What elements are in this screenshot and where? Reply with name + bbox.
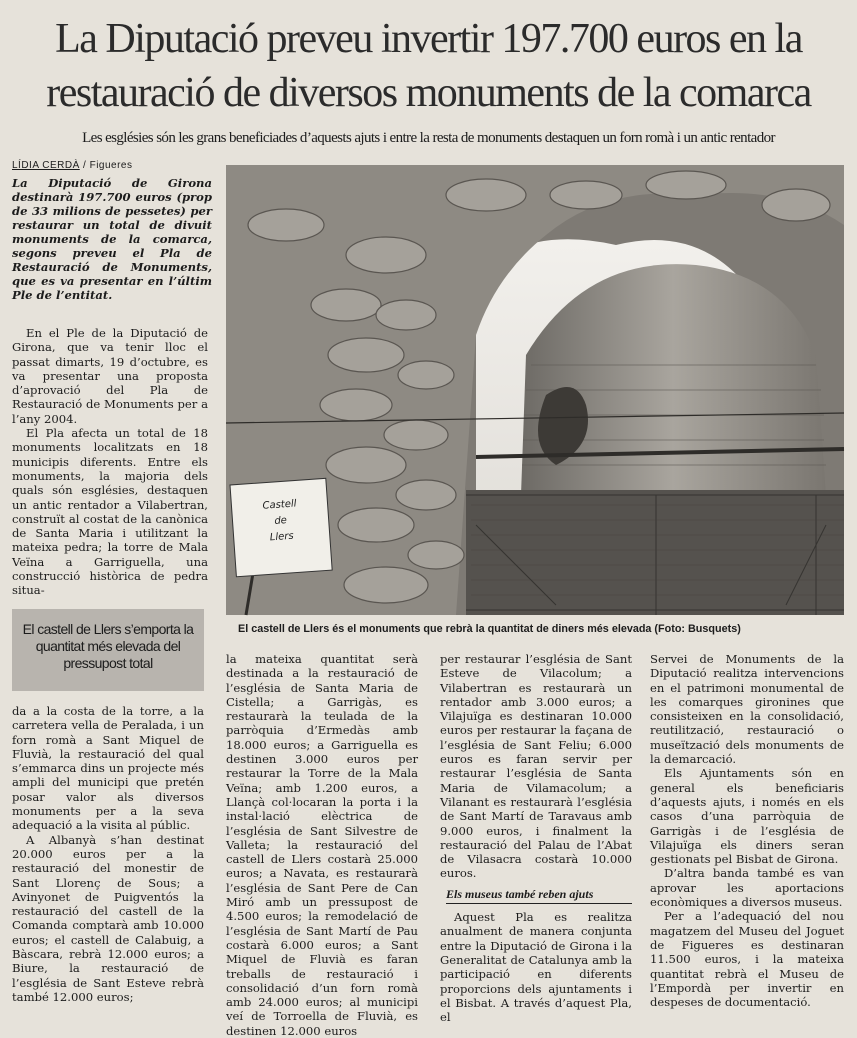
section-subheading: Els museus també reben ajuts	[446, 887, 632, 904]
column-1-bottom	[12, 704, 204, 1016]
headline-line-1: La Diputació preveu invertir 197.700 euros en la	[55, 16, 802, 62]
headline-line-2: restauració de diversos monuments de la comarca	[46, 70, 811, 116]
castle-photo-illustration	[226, 165, 844, 615]
col1b-paragraph-2: A Albanyà s’han destinat 20.000 euros per a la restauració del monestir de Sant Llorenç de Sous; a Avinyonet de Puigventós la restauració del castell de la Comanda comptarà amb 10.000 euros; el castell de Calabuig, a Bàscara, rebrà 12.000 euros; a Biure, la restauració de l’església de Sant Esteve rebrà també 12.000 euros;	[12, 832, 204, 1004]
col1-paragraph-1: En el Ple de la Diputació de Girona, que va tenir lloc el passat dimarts, 19 d’octubre, es va presentar una proposta d’aprovació del Pla de Restauració de Monuments per a l’any 2004.	[12, 326, 208, 426]
col1b-paragraph-1: da a la costa de la torre, a la carretera vella de Peralada, i un forn romà a Sant Miquel de Fluvià, la restauració del qual s’emmarca dins un projecte més ampli del municipi que pretén posar valor als diversos monuments per a la seva adequació a la visita al públic.	[12, 704, 204, 833]
col3-paragraph-1: per restaurar l’església de Sant Esteve de Vilacolum; a Vilabertran es restaurarà un rentador amb 3.000 euros; a Vilajuïga es destinaran 10.000 euros per restaurar la façana de l’església de Sant Feliu; 6.000 euros es faran servir per restaurar l’església de Santa Maria de Vilamacolum; a Vilanant es restaurarà l’església de Sant Martí de Taravaus amb 9.000 euros, i finalment la restauració del Palau de l’Abat de Vilasacra costarà 10.000 euros.	[440, 652, 632, 881]
col2-paragraph-1: la mateixa quantitat serà destinada a la restauració de l’església de Santa Maria de Cistella; a Garrigàs, es restaurarà la teulada de la parròquia d’Ermedàs amb 18.000 euros; a Garriguella es destinen 3.000 euros per restaurar la Torre de la Mala Veïna; amb 1.200 euros, a Llançà col·locaran la porta i la instal·lació elèctrica de l’església de Sant Silvestre de Valleta; la restauració del castell de Llers costarà 25.000 euros; a Navata, es restaurarà l’església de Sant Pere de Can Miró amb un pressupost de 4.500 euros; la remodelació de l’església de Sant Martí de Pau costarà 6.000 euros; a Sant Miquel de Fluvià es faran treballs de restauració i consolidació d’un forn romà amb 24.000 euros; al municipi veí de Torroella de Fluvià, es destinen 12.000 euros	[226, 652, 418, 1038]
sign-line-1: Castell	[262, 498, 297, 512]
col4-paragraph-2: Els Ajuntaments són en general els beneficiaris d’aquests ajuts, i només en els casos d’una parròquia de Garrigàs i de l’església de Vilajuïga els diners seran gestionats pel Bisbat de Girona.	[650, 766, 844, 867]
col4-paragraph-1: Servei de Monuments de la Diputació realitza intervencions en el patrimoni monumental de les comarques gironines que consisteixen en la consolidació, reutilització, restauració o museïtzació dels monuments de la demarcació.	[650, 652, 844, 767]
column-3	[440, 652, 632, 1025]
pull-quote: El castell de Llers s’emporta la quantitat més elevada del pressupost total	[12, 609, 204, 691]
column-1-top	[12, 326, 208, 598]
sign-line-3: Llers	[269, 530, 295, 544]
byline-place: / Figueres	[79, 160, 133, 171]
byline-author: LÍDIA CERDÀ	[12, 160, 80, 171]
sign-line-2: de	[274, 515, 288, 527]
subheadline: Les esglésies són les grans beneficiades d’aquests ajuts i entre la resta de monuments destaquen un forn romà i un antic rentador	[82, 130, 775, 146]
lede-paragraph: La Diputació de Girona destinarà 197.700 euros (prop de 33 milions de pessetes) per restaurar un total de divuit monuments de la comarca, segons preveu el Pla de Restauració de Monuments, que es va presentar en l’últim Ple de l’entitat.	[12, 176, 212, 302]
column-4	[650, 652, 844, 1016]
col3-paragraph-2: Aquest Pla es realitza anualment de manera conjunta entre la Diputació de Girona i la Generalitat de Catalunya amb la participació en diferents proporcions dels ajuntaments i el Bisbat. A través d’aquest Pla, el	[440, 910, 632, 1025]
col1-paragraph-2: El Pla afecta un total de 18 monuments localitzats en 18 municipis diferents. Entre els monuments, la majoria dels quals són esglésies, destaquen un antic rentador a Vilabertran, construït al costat de la canònica de Santa Maria i utilitzant la mateixa pedra; la torre de Mala Veïna a Garriguella, una construcció històrica de pedra situa-	[12, 426, 208, 598]
photo-caption: El castell de Llers és el monuments que rebrà la quantitat de diners més elevada (Foto: Busquets)	[238, 623, 741, 635]
col4-paragraph-4: Per a l’adequació del nou magatzem del Museu del Joguet de Figueres es destinaran 11.500 euros, i la mateixa quantitat rebrà el Museu de l’Empordà per invertir en despeses de documentació.	[650, 909, 844, 1010]
column-2	[226, 652, 418, 1038]
castle-photo	[226, 165, 844, 615]
byline	[12, 160, 133, 171]
col4-paragraph-3: D’altra banda també es van aprovar les aportacions econòmiques a diversos museus.	[650, 866, 844, 910]
